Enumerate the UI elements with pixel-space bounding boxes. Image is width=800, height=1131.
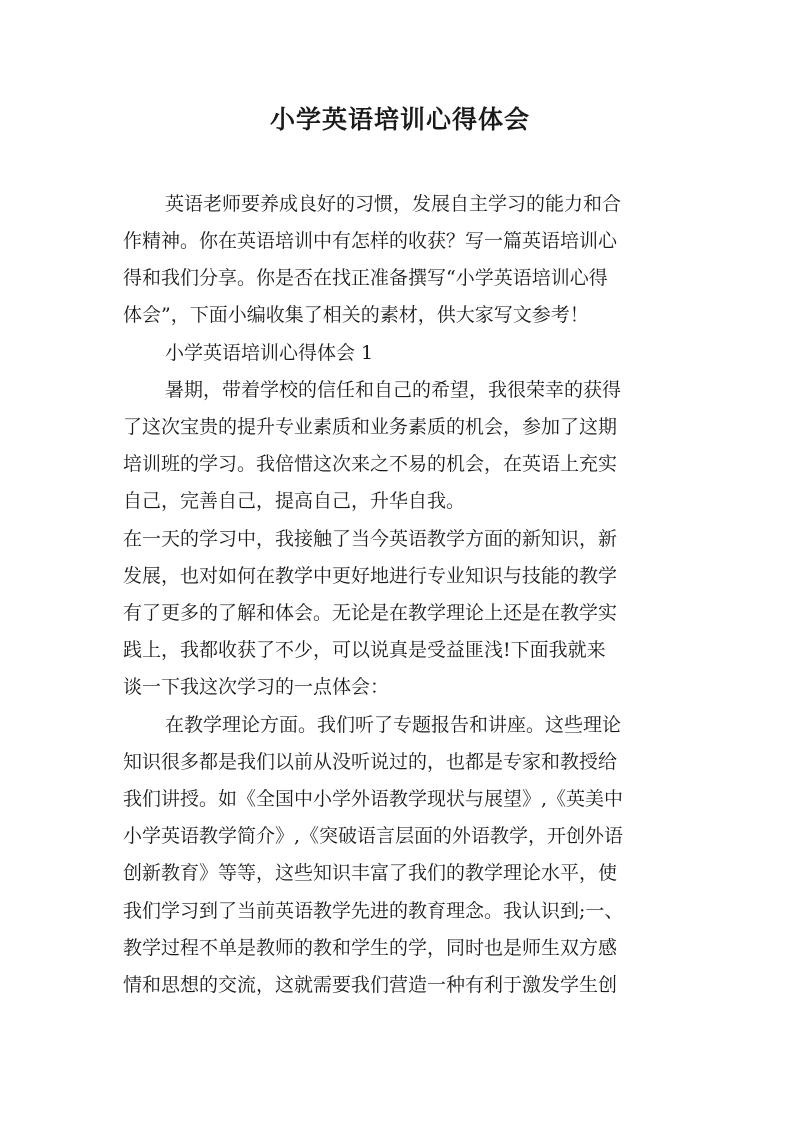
text-line: 自己，完善自己，提高自己，升华自我。	[123, 490, 466, 512]
text-line: 创新教育》等等，这些知识丰富了我们的教学理论水平，使	[123, 862, 618, 884]
text-line: 我们学习到了当前英语教学先进的教育理念。我认识到;一、	[123, 900, 624, 922]
text-line: 在一天的学习中，我接触了当今英语教学方面的新知识，新	[123, 528, 618, 550]
text-line: 发展，也对如何在教学中更好地进行专业知识与技能的教学	[123, 565, 618, 587]
text-line: 体会”，下面小编收集了相关的素材，供大家写文参考！	[123, 304, 589, 326]
text-line: 在教学理论方面。我们听了专题报告和讲座。这些理论	[165, 714, 622, 736]
text-line: 作精神。你在英语培训中有怎样的收获？写一篇英语培训心	[123, 230, 618, 252]
text-line: 暑期，带着学校的信任和自己的希望，我很荣幸的获得	[165, 379, 622, 401]
text-line: 小学英语教学简介》,《突破语言层面的外语教学，开创外语	[123, 825, 624, 847]
text-line: 得和我们分享。你是否在找正准备撰写“小学英语培训心得	[123, 267, 608, 289]
text-line: 培训班的学习。我倍惜这次来之不易的机会，在英语上充实	[123, 453, 618, 475]
text-line: 知识很多都是我们以前从没听说过的，也都是专家和教授给	[123, 751, 618, 773]
section-heading: 小学英语培训心得体会 1	[165, 342, 374, 364]
page-title: 小学英语培训心得体会	[269, 105, 530, 134]
text-line: 教学过程不单是教师的教和学生的学，同时也是师生双方感	[123, 937, 618, 959]
text-line: 英语老师要养成良好的习惯，发展自主学习的能力和合	[165, 193, 622, 215]
text-line: 情和思想的交流，这就需要我们营造一种有利于激发学生创	[123, 974, 618, 996]
text-line: 了这次宝贵的提升专业素质和业务素质的机会，参加了这期	[123, 416, 618, 438]
text-line: 我们讲授。如《全国中小学外语教学现状与展望》,《英美中	[123, 788, 624, 810]
text-line: 践上，我都收获了不少，可以说真是受益匪浅!下面我就来	[123, 639, 606, 661]
text-line: 谈一下我这次学习的一点体会：	[123, 676, 390, 698]
text-line: 有了更多的了解和体会。无论是在教学理论上还是在教学实	[123, 602, 618, 624]
